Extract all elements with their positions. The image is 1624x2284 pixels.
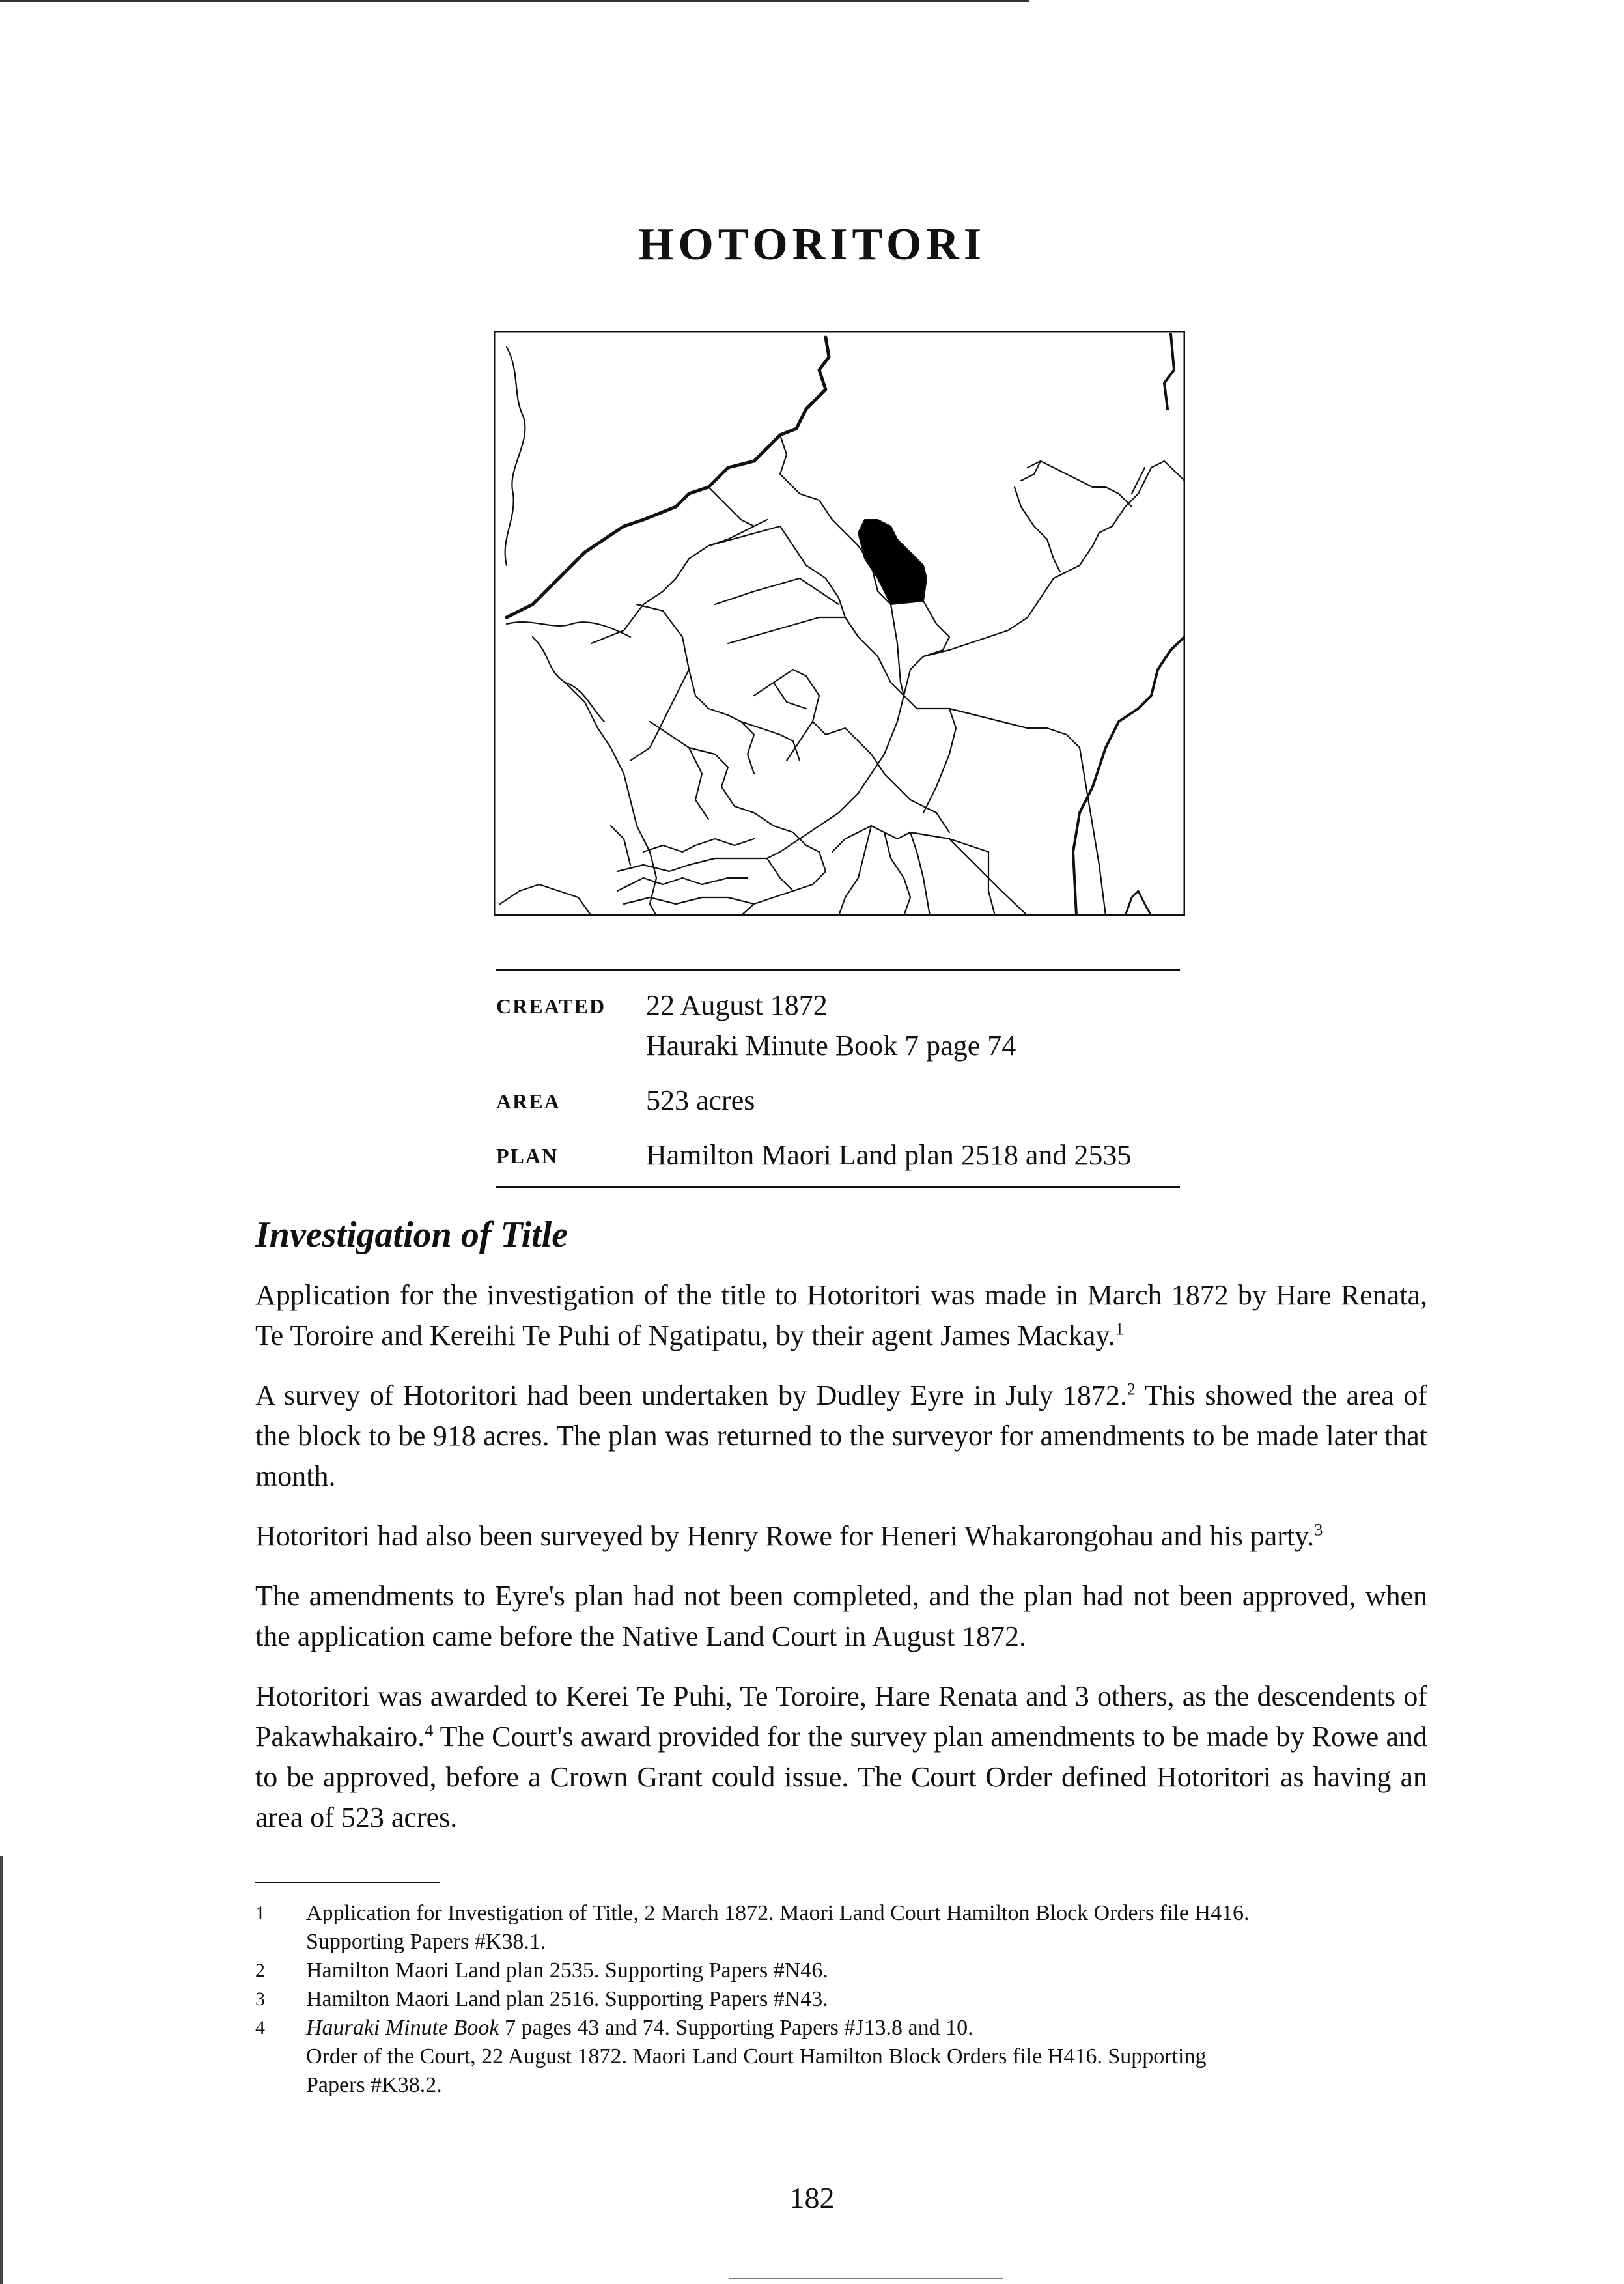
footnote-number: 1 [255,1902,265,1924]
footnote-ref-4: 4 [425,1721,434,1740]
paragraph-3: Hotoritori had also been surveyed by Henry Rowe for Heneri Whakarongohau and his party.$^3$ [255,1520,1323,1552]
footnote-ref-1: 1 [1115,1319,1124,1339]
created-label: CREATED [496,994,606,1018]
plan-value: Hamilton Maori Land plan 2518 and 2535 [646,1139,1132,1171]
footnote-3 [255,1985,1440,2014]
footnotes [255,1899,1440,2100]
footnote-ref-2: 2 [1127,1379,1136,1399]
area-value: 523 acres [646,1084,755,1116]
plan-row [496,1135,1180,1176]
footnote-ref-3: 3 [1314,1520,1323,1540]
section-heading: Investigation of Title [255,1215,568,1255]
footnote-text: 7 pages 43 and 74. Supporting Papers #J13.8 and 10. [499,2016,973,2040]
footnote-text: Hamilton Maori Land plan 2516. Supporting Papers #N43. [306,1987,828,2011]
footnote-text: Order of the Court, 22 August 1872. Maori Land Court Hamilton Block Orders file H416. Supporting [306,2044,1207,2068]
created-row [496,985,1180,1066]
paragraph-2: A survey of Hotoritori had been undertaken by Dudley Eyre in July 1872.$^2$ This showed the area of the block to be 918 acres. The plan was returned to the surveyor for amendments to be made later that month. [255,1379,1427,1492]
footnote-4 [255,2014,1440,2100]
footnote-number: 4 [255,2017,265,2038]
page-number: 182 [789,2181,835,2214]
body-text [255,1275,1427,1857]
paragraph-5: Hotoritori was awarded to Kerei Te Puhi, Te Toroire, Hare Renata and 3 others, as the descendents of Pakawhakairo.$^4$ The Court's award provided for the survey plan amendments to be made by Rowe and to be approved, before a Crown Grant could issue. The Court Order defined Hotoritori as having an area of 523 acres. [255,1680,1427,1833]
footnote-text: Papers #K38.2. [306,2073,442,2097]
page-title: HOTORITORI [637,219,987,270]
footnote-book-title: Hauraki Minute Book [306,2016,499,2040]
plan-label: PLAN [496,1144,559,1168]
scan-edge-bottom [729,2278,1003,2279]
created-date: 22 August 1872 [646,989,828,1021]
area-row [496,1080,1180,1121]
block-details-table [496,969,1180,1188]
created-reference: Hauraki Minute Book 7 page 74 [646,1030,1016,1062]
block-location-map [494,331,1185,916]
created-value [646,985,1016,1066]
area-label: AREA [496,1090,561,1113]
paragraph-1: Application for the investigation of the title to Hotoritori was made in March 1872 by Hare Renata, Te Toroire and Kereihi Te Puhi of Ngatipatu, by their agent James Mackay.$^1$ [255,1279,1427,1351]
paragraph-4: The amendments to Eyre's plan had not been completed, and the plan had not been approved, when the application came before the Native Land Court in August 1872. [255,1580,1427,1652]
scan-edge-top [0,0,1029,2]
footnote-text: Application for Investigation of Title, 2 March 1872. Maori Land Court Hamilton Block Orders file H416. [306,1901,1250,1925]
scan-edge-left [0,1856,3,2284]
footnote-text: Hamilton Maori Land plan 2535. Supporting Papers #N46. [306,1958,828,1982]
footnote-number: 2 [255,1960,265,1981]
footnote-2 [255,1956,1440,1985]
footnote-text: Supporting Papers #K38.1. [306,1930,546,1954]
footnote-rule [255,1882,440,1883]
footnote-number: 3 [255,1988,265,2010]
footnote-1 [255,1899,1440,1956]
